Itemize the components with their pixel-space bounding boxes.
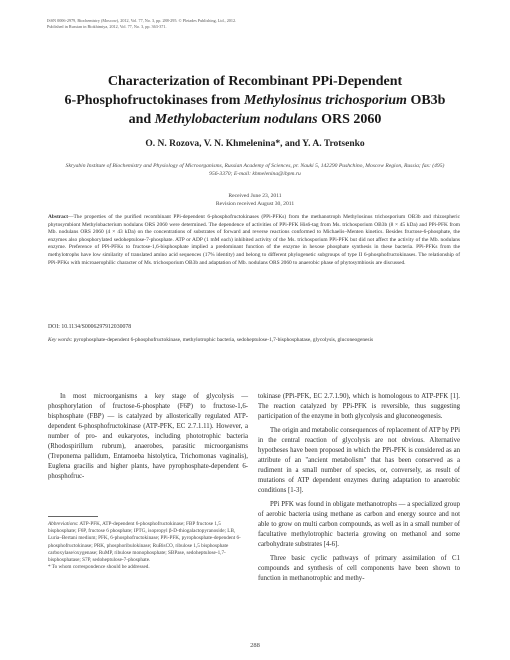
page-number: 288 bbox=[250, 642, 260, 649]
doi: DOI: 10.1134/S0006297912030078 bbox=[48, 324, 132, 330]
keywords bbox=[48, 337, 460, 345]
title-line-1: Characterization of Recombinant PPi-Dependent bbox=[107, 74, 403, 89]
affiliation: Skryabin Institute of Biochemistry and Physiology of Microorganisms, Russian Academy of Sciences, pr. Nauki 5, 142290 Pushchino, Moscow Region, Russia; fax: (495) 956-3370; E-mail: khmelenina@ibpm.ru bbox=[65, 163, 445, 177]
title-line-2-pre: 6-Phosphofructokinases from bbox=[64, 93, 244, 108]
title-line-3-post: ORS 2060 bbox=[317, 112, 382, 127]
title-line-3-pre: and bbox=[128, 112, 155, 127]
journal-header bbox=[47, 18, 467, 30]
title-line-2-post: OB3b bbox=[406, 93, 446, 108]
revised-date: Revision received August 30, 2011 bbox=[215, 201, 295, 207]
body-paragraph: Three basic cyclic pathways of primary assimilation of C1 compounds and synthesis of cell components have been shown to function in methanotrophic and methy- bbox=[258, 555, 460, 582]
footnotes bbox=[48, 521, 248, 571]
abbreviations-text: : ATP-PFK, ATP-dependent 6-phosphofructokinase; FBP fructose 1,5 bisphosphate; F6P, fructose 6 phosphate; IPTG, isopropyl β-D-thiogalactopyranoside; LB, Luria–Bertani medium; PFK, 6-phosphofructokinase; PPi-PFK, pyrophosphate-dependent 6-phosphofructokinase; PRK, phosphoribulokinase; RuBisCO, ribulose 1,5 bisphosphate carboxylase/oxygenase; RuMP, ribulose monophosphate; SBPase, sedoheptulose-1,7-bisphosphatase; S7P, sedoheptulose-7-phosphate. bbox=[48, 521, 241, 564]
title-line-3-organism: Methylobacterium nodulans bbox=[154, 112, 318, 127]
correspondence-footnote: * To whom correspondence should be addressed. bbox=[48, 564, 150, 571]
article-title bbox=[30, 72, 480, 129]
title-line-3 bbox=[30, 110, 480, 129]
body-paragraph: PPi PFK was found in obligate methanotrophs — a specialized group of aerobic bacteria using methane as carbon and energy source and not able to grow on multi carbon compounds, as well as in a small number of facultative methylotrophic bacteria growing on methanol and some carbohydrate substrates [4-6]. bbox=[258, 501, 460, 548]
received-date: Received June 23, 2011 bbox=[228, 193, 282, 199]
header-line-2: Published in Russian in Biokhimiya, 2012, Vol. 77, No. 3, pp. 363-371. bbox=[47, 24, 167, 29]
body-right-column bbox=[258, 392, 460, 588]
body-paragraph: In most microorganisms a key stage of glycolysis — phosphorylation of fructose-6-phosphate (F6P) to fructose-1,6-bisphosphate (FBP) — is catalyzed by allosterically regulated ATP-dependent 6-phosphofructokinase (ATP-PFK, EC 2.7.1.11). However, a number of pro- and eukaryotes, including phototrophic bacteria (Rhodospirillum rubrum), anaerobes, parasitic microorganisms (Treponema pallidum, Entamoeba histolytica, Trichomonas vaginalis), Euglena gracilis and higher plants, have pyrophosphate-dependent 6-phosphofruc- bbox=[48, 393, 248, 480]
abbreviations-footnote bbox=[48, 521, 248, 564]
dates bbox=[60, 192, 450, 208]
abstract bbox=[48, 214, 460, 267]
body-left-column bbox=[48, 392, 248, 486]
keywords-label: Key words bbox=[48, 337, 71, 343]
authors: O. N. Rozova, V. N. Khmelenina*, and Y. A. Trotsenko bbox=[145, 139, 365, 149]
keywords-text: : pyrophosphate-dependent 6-phosphofructokinase, methylotrophic bacteria, sedoheptulose-1,7-bisphosphatase, glycolysis, gluconeogenesis bbox=[70, 337, 374, 343]
title-line-2-organism: Methylosinus trichosporium bbox=[243, 93, 407, 108]
body-paragraph: The origin and metabolic consequences of replacement of ATP by PPi in the central reaction of glycolysis are not obvious. Alternative hypotheses have been proposed in which the PPi-PFK is considered as an attribute of an "ancient metabolism" that has been conserved as a rudiment in a small number of species, or, conversely, as result of mutations of ATP dependent enzymes during adaptation to anaerobic conditions [1-3]. bbox=[258, 427, 461, 494]
title-line-2 bbox=[30, 91, 480, 110]
header-line-1: ISSN 0006-2979, Biochemistry (Moscow), 2012, Vol. 77, No. 3, pp. 288-295. © Pleiades Publishing, Ltd., 2012. bbox=[47, 18, 237, 23]
abbreviations-label: Abbreviations bbox=[48, 521, 77, 527]
abstract-text: —The properties of the purified recombinant PPi-dependent 6-phosphofructokinases (PPi-PFKs) from the methanotroph Methylosinus trichosporium OB3b and rhizospheric phytosymbiont Methylobacterium nodulans ORS 2060 were determined. The dependence of activities of PPi-PFK His6-tag from Ms. trichosporium OB3b (8 × 45 kDa) and PPi-PFK from Mb. nodulans ORS 2060 (4 × 43 kDa) on the concentrations of substrates of forward and reverse reactions conformed to Michaelis–Menten kinetics. Besides fructose-6-phosphate, the enzymes also phosphorylated sedoheptulose-7-phosphate. ATP or ADP (1 mM each) inhibited activity of the Ms. trichosporium PPi-PFK but did not affect the activity of the Mb. nodulans enzyme. Preference of PPi-PFKs to fructose-1,6-bisphosphate implied a predominant function of the enzyme in hexose phosphate synthesis in these bacteria. PPi-PFKs from the methylotrophs have low similarity of translated amino acid sequences (17% identity) and belong to different phylogenetic subgroups of type II 6-phosphofructokinases. The relationship of PPi-PFKs with microaerophilic character of Ms. trichosporium OB3b and adaptation of Mb. nodulans ORS 2060 to anaerobic phase of phytosymbiosis are discussed. bbox=[48, 214, 460, 266]
footnote-divider bbox=[48, 516, 98, 517]
body-paragraph: tokinase (PPi-PFK, EC 2.7.1.90), which is homologous to ATP-PFK [1]. The reaction catalyzed by PPi-PFK is reversible, thus suggesting participation of the enzyme in both glycolysis and gluconeogenesis. bbox=[258, 393, 460, 420]
abstract-label: Abstract bbox=[48, 214, 69, 220]
